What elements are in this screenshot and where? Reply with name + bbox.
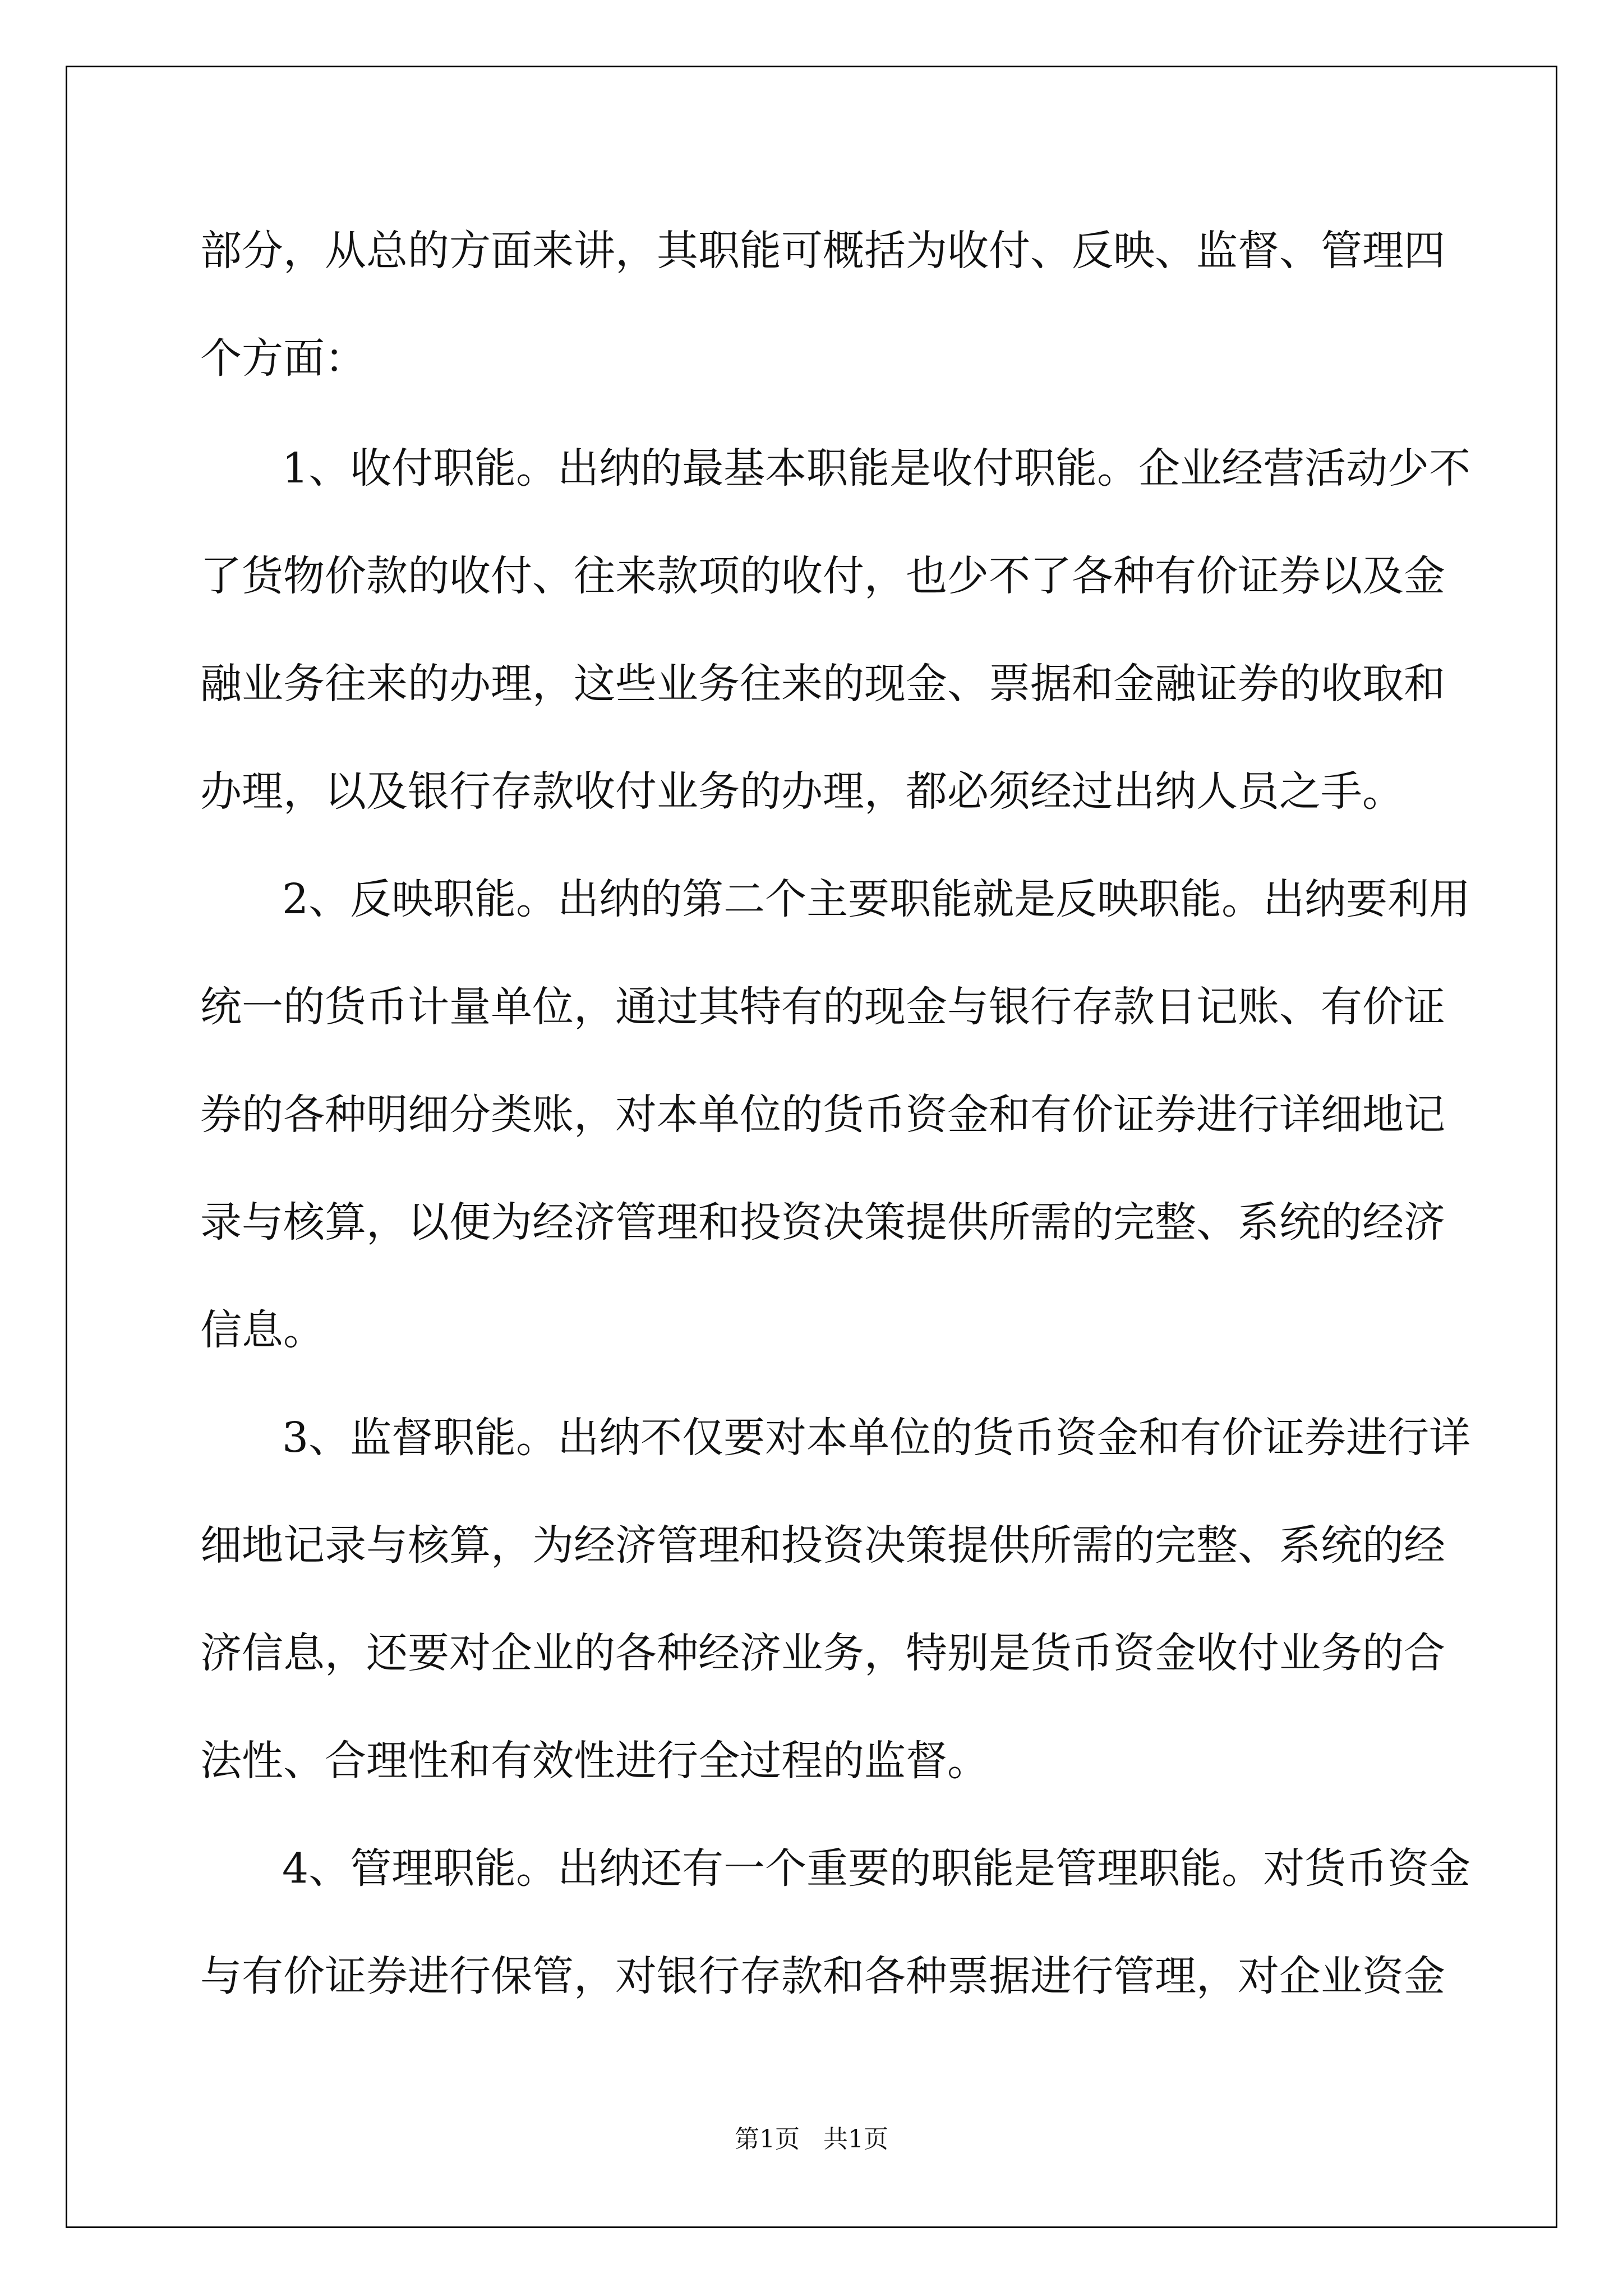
text-line: 信息。 [200,1306,325,1354]
text-line: 个方面： [200,334,366,383]
page-number-footer: 第1页 共1页 [735,2125,888,2154]
text-line: 了货物价款的收付、往来款项的收付，也少不了各种有价证券以及金 [200,552,1445,600]
text-line: 细地记录与核算，为经济管理和投资决策提供所需的完整、系统的经 [200,1521,1445,1570]
page-border [66,66,1557,2228]
paragraph-1-start: 1、收付职能。出纳的最基本职能是收付职能。企业经营活动少不 [282,444,1471,493]
text-line: 与有价证券进行保管，对银行存款和各种票据进行管理，对企业资金 [200,1952,1445,2000]
paragraph-2-start: 2、反映职能。出纳的第二个主要职能就是反映职能。出纳要利用 [282,875,1471,923]
paragraph-4-start: 4、管理职能。出纳还有一个重要的职能是管理职能。对货币资金 [282,1844,1471,1893]
text-line: 融业务往来的办理，这些业务往来的现金、票据和金融证券的收取和 [200,660,1445,708]
text-line: 券的各种明细分类账，对本单位的货币资金和有价证券进行详细地记 [200,1091,1445,1139]
paragraph-3-start: 3、监督职能。出纳不仅要对本单位的货币资金和有价证券进行详 [282,1414,1471,1462]
text-line: 办理，以及银行存款收付业务的办理，都必须经过出纳人员之手。 [200,767,1404,816]
text-line: 济信息，还要对企业的各种经济业务，特别是货币资金收付业务的合 [200,1629,1445,1677]
text-line: 法性、合理性和有效性进行全过程的监督。 [200,1737,989,1785]
text-line: 统一的货币计量单位，通过其特有的现金与银行存款日记账、有价证 [200,983,1445,1031]
text-line: 部分，从总的方面来讲，其职能可概括为收付、反映、监督、管理四 [200,227,1445,275]
text-line: 录与核算，以便为经济管理和投资决策提供所需的完整、系统的经济 [200,1198,1445,1246]
